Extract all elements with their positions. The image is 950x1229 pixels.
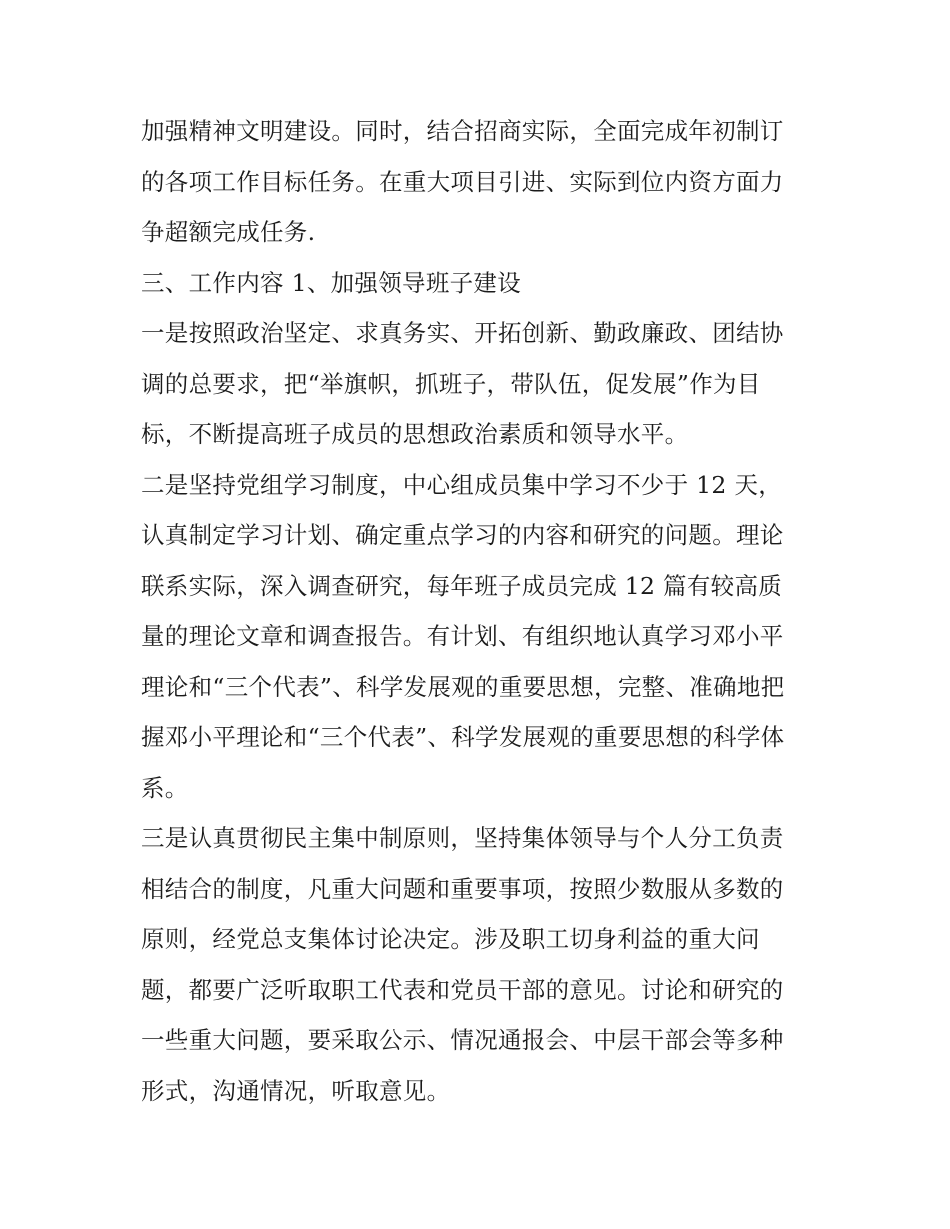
text-line: 一些重大问题，要采取公示、情况通报会、中层干部会等多种 — [141, 1026, 784, 1054]
text-line: 一是按照政治坚定、求真务实、开拓创新、勤政廉政、团结协 — [141, 319, 784, 347]
text-line: 三是认真贯彻民主集中制原则，坚持集体领导与个人分工负责 — [141, 824, 784, 852]
text-line: 原则，经党总支集体讨论决定。涉及职工切身利益的重大问 — [141, 925, 760, 953]
text-line: 题，都要广泛听取职工代表和党员干部的意见。讨论和研究的 — [141, 975, 784, 1004]
text-line: 标，不断提高班子成员的思想政治素质和领导水平。 — [141, 420, 689, 448]
section-heading: 三、工作内容 1、加强领导班子建设 — [141, 268, 522, 297]
text-line: 相结合的制度，凡重大问题和重要事项，按照少数服从多数的 — [141, 874, 784, 903]
text-line: 加强精神文明建设。同时，结合招商实际，全面完成年初制订 — [141, 117, 784, 145]
text-line: 握邓小平理论和“三个代表”、科学发展观的重要思想的科学体 — [141, 723, 785, 751]
text-line: 理论和“三个代表”、科学发展观的重要思想，完整、准确地把 — [141, 672, 785, 701]
text-line: 二是坚持党组学习制度，中心组成员集中学习不少于 12 天， — [141, 470, 783, 499]
text-line: 形式，沟通情况，听取意见。 — [141, 1076, 451, 1105]
text-line: 争超额完成任务. — [141, 218, 316, 246]
text-line: 联系实际，深入调查研究，每年班子成员完成 12 篇有较高质 — [141, 571, 783, 600]
document-body — [141, 106, 821, 1116]
text-line: 调的总要求，把“举旗帜，抓班子，带队伍，促发展”作为目 — [141, 369, 761, 398]
text-line: 系。 — [141, 773, 189, 802]
text-line: 量的理论文章和调查报告。有计划、有组织地认真学习邓小平 — [141, 622, 784, 650]
text-line: 的各项工作目标任务。在重大项目引进、实际到位内资方面力 — [141, 167, 784, 196]
text-line: 认真制定学习计划、确定重点学习的内容和研究的问题。理论 — [141, 521, 784, 549]
